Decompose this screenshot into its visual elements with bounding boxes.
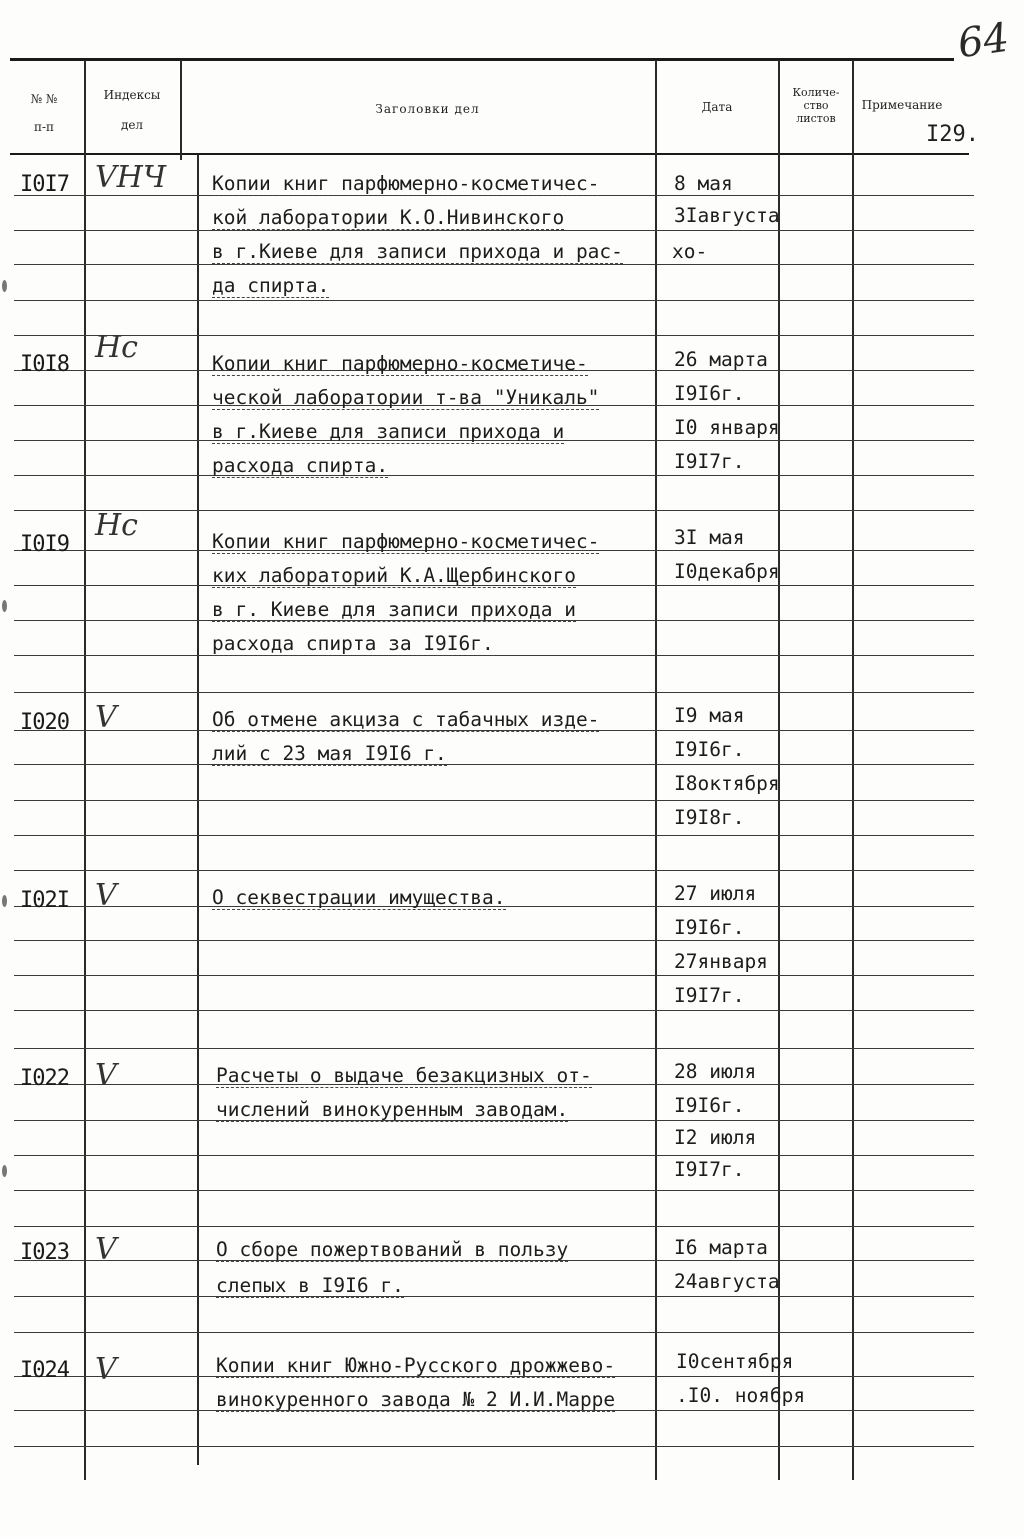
column-rule-index-left: [84, 60, 86, 1480]
binding-hole-mark: [2, 1165, 7, 1177]
column-rule-index-right: [180, 60, 182, 160]
record-date-line: 3Iавгуста: [674, 204, 780, 227]
record-date-line: I9I8г.: [674, 806, 745, 829]
header-num-label-line1: № №: [30, 92, 58, 106]
ruled-line: [14, 1446, 974, 1447]
record-number: I020: [20, 710, 69, 735]
record-date-line: 8 мая: [674, 172, 733, 195]
ruled-line: [14, 975, 974, 976]
index-check-mark: V: [95, 700, 117, 735]
ruled-line: [14, 835, 974, 836]
record-date-line: 28 июля: [674, 1060, 757, 1083]
index-check-mark: Нс: [95, 508, 138, 543]
record-date-line: I0декабря: [674, 560, 780, 583]
record-title-line: ких лабораторий К.А.Щербинского: [212, 564, 576, 587]
ruled-line: [14, 655, 974, 656]
record-title-line: О секвестрации имущества.: [212, 886, 506, 909]
header-date-label: Дата: [701, 100, 733, 114]
ruled-line: [14, 335, 974, 336]
record-title-line: Расчеты о выдаче безакцизных от-: [216, 1064, 592, 1087]
record-date-line: I6 марта: [674, 1236, 768, 1259]
record-number: I02I: [20, 888, 69, 913]
record-title-line: винокуренного завода № 2 И.И.Марре: [216, 1388, 616, 1411]
binding-hole-mark: [2, 280, 7, 292]
record-title-line: кой лаборатории К.О.Нивинского: [212, 206, 565, 229]
record-date-line: I9I6г.: [674, 738, 745, 761]
ruled-line: [14, 264, 974, 265]
ruled-line: [14, 1226, 974, 1227]
record-title-line: О сборе пожертвований в пользу: [216, 1238, 569, 1261]
record-number: I022: [20, 1066, 69, 1091]
ruled-line: [14, 1155, 974, 1156]
record-date-line: I9I7г.: [674, 1158, 745, 1181]
index-check-mark: V: [95, 1232, 117, 1267]
index-check-mark: V: [95, 878, 117, 913]
record-number: I0I7: [20, 172, 69, 197]
index-check-mark: V: [95, 1058, 117, 1093]
record-date-line: 27 июля: [674, 882, 757, 905]
record-date-line: 26 марта: [674, 348, 768, 371]
record-title-line: слепых в I9I6 г.: [216, 1274, 404, 1297]
record-date-line: I9I7г.: [674, 984, 745, 1007]
binding-hole-mark: [2, 895, 7, 907]
header-count-label: [780, 86, 852, 125]
record-date-line: I2 июля: [674, 1126, 757, 1149]
record-title-line: лий с 23 мая I9I6 г.: [212, 742, 447, 765]
record-number: I024: [20, 1358, 69, 1383]
header-index-label-line1: Индексы: [103, 88, 161, 102]
binding-hole-mark: [2, 600, 7, 612]
record-title-line: да спирта.: [212, 274, 330, 297]
ruled-line: [14, 1048, 974, 1049]
ruled-line: [14, 1190, 974, 1191]
ruled-line: [14, 1332, 974, 1333]
ruled-line: [14, 475, 974, 476]
header-titles-label: Заголовки дел: [375, 102, 480, 116]
record-date-line: I9I6г.: [674, 916, 745, 939]
index-check-mark: Нс: [95, 330, 138, 365]
record-title-line: числений винокуренным заводам.: [216, 1098, 569, 1121]
record-date-line: .I0. ноября: [676, 1384, 806, 1407]
top-rule: [10, 58, 954, 61]
header-index-label-line2: дел: [120, 118, 144, 132]
ruled-line: [14, 1296, 974, 1297]
record-date-line: I8октября: [674, 772, 780, 795]
record-date-line: 24августа: [674, 1270, 780, 1293]
ruled-line: [14, 800, 974, 801]
ruled-line: [14, 510, 974, 511]
index-check-mark: V: [95, 1352, 117, 1387]
index-check-mark: VНЧ: [95, 160, 167, 195]
record-title-line: расхода спирта за I9I6г.: [212, 632, 494, 655]
record-title-continuation: хо-: [672, 240, 708, 263]
column-rule-title-left: [197, 155, 199, 1465]
column-rule-note-left: [852, 60, 854, 1480]
record-title-line: Копии книг парфюмерно-косметиче-: [212, 352, 588, 375]
column-rule-date-left: [655, 60, 657, 1480]
header-num-label-line2: п-п: [33, 120, 55, 134]
record-date-line: I9I6г.: [674, 1094, 745, 1117]
record-date-line: I9 мая: [674, 704, 745, 727]
record-number: I0I9: [20, 532, 69, 557]
handwritten-sheet-number: 64: [955, 14, 1012, 68]
page-number: I29.: [926, 122, 979, 147]
record-date-line: I0 января: [674, 416, 780, 439]
record-title-line: в г.Киеве для записи прихода и рас-: [212, 240, 623, 263]
record-title-line: Об отмене акциза с табачных изде-: [212, 708, 600, 731]
record-title-line: Копии книг парфюмерно-косметичес-: [212, 172, 600, 195]
ruled-line: [14, 764, 974, 765]
record-date-line: I9I7г.: [674, 450, 745, 473]
header-count-label-line3: листов: [796, 112, 836, 125]
header-rule: [10, 153, 969, 155]
header-count-label-line1: Количе-: [792, 86, 840, 99]
ruled-line: [14, 692, 974, 693]
record-number: I023: [20, 1240, 69, 1265]
record-number: I0I8: [20, 352, 69, 377]
column-rule-count-left: [778, 60, 780, 1480]
ruled-line: [14, 940, 974, 941]
ruled-line: [14, 300, 974, 301]
header-num-label: [14, 92, 74, 134]
record-title-line: в г. Киеве для записи прихода и: [212, 598, 576, 621]
record-title-line: в г.Киеве для записи прихода и: [212, 420, 565, 443]
ruled-line: [14, 230, 974, 231]
header-note-label: Примечание: [861, 98, 943, 112]
record-title-line: ческой лаборатории т-ва "Уникаль": [212, 386, 600, 409]
record-date-line: I0сентября: [676, 1350, 794, 1373]
record-date-line: 27января: [674, 950, 768, 973]
ruled-line: [14, 1010, 974, 1011]
record-date-line: I9I6г.: [674, 382, 745, 405]
record-title-line: Копии книг парфюмерно-косметичес-: [212, 530, 600, 553]
record-date-line: 3I мая: [674, 526, 745, 549]
header-count-label-line2: ство: [803, 99, 829, 112]
record-title-line: расхода спирта.: [212, 454, 389, 477]
record-title-line: Копии книг Южно-Русского дрожжево-: [216, 1354, 616, 1377]
ruled-line: [14, 870, 974, 871]
header-index-label: [86, 88, 178, 132]
